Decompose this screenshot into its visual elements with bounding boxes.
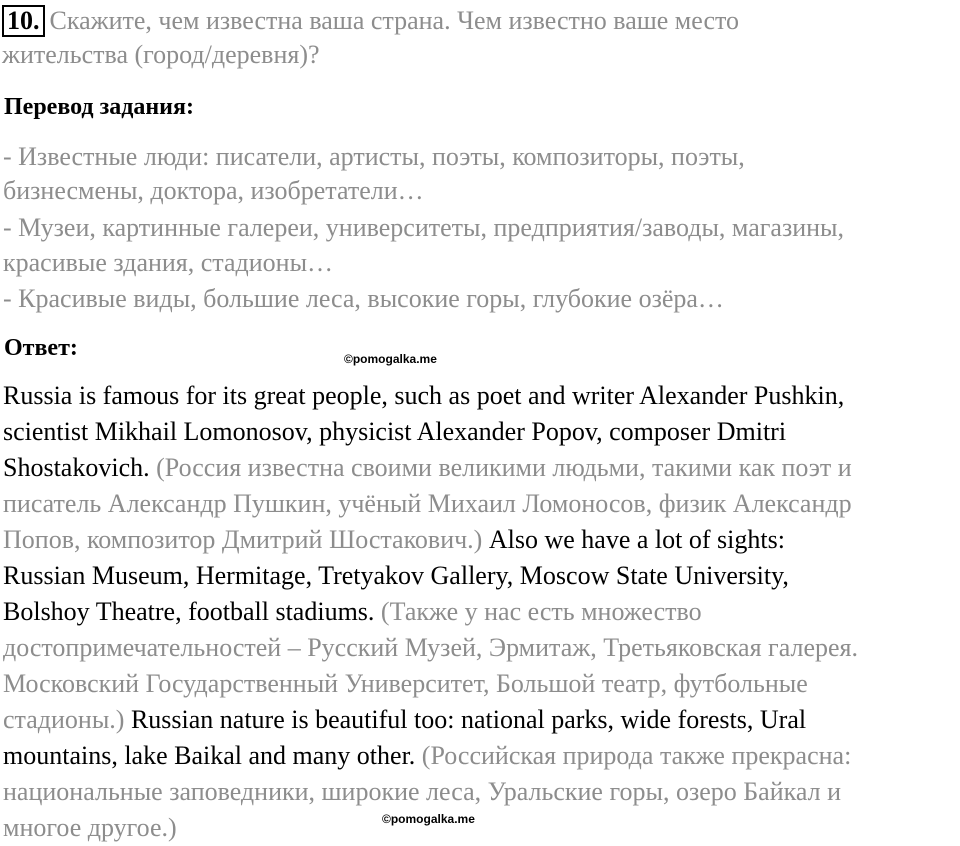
watermark-top: ©pomogalka.me — [344, 352, 437, 366]
answer-english: scientist Mikhail Lomonosov, physicist Alexander Popov, composer Dmitri — [3, 417, 787, 446]
answer-english: Also we have a lot of sights: — [488, 525, 785, 554]
translation-line: - Известные люди: писатели, артисты, поэты, композиторы, поэты, — [3, 142, 745, 171]
watermark-bottom: ©pomogalka.me — [382, 812, 475, 826]
answer-english: Shostakovich. — [3, 453, 157, 482]
answer-russian: Попов, композитор Дмитрий Шостакович.) — [3, 525, 489, 554]
task-text-2: жительства (город/деревня)? — [2, 40, 320, 69]
answer-row — [3, 558, 955, 594]
answer-russian: (Также у нас есть множество — [380, 597, 702, 626]
answer-row — [3, 594, 955, 630]
translation-heading: Перевод задания: — [4, 94, 194, 120]
answer-row — [3, 522, 955, 558]
answer-text — [3, 378, 955, 846]
answer-english: Russia is famous for its great people, such as poet and writer Alexander Pushkin, — [3, 381, 845, 410]
answer-english: mountains, lake Baikal and many other. — [3, 741, 422, 770]
task-number: 10. — [2, 5, 45, 37]
answer-row — [3, 378, 955, 414]
answer-row — [3, 666, 955, 702]
answer-row — [3, 486, 955, 522]
task-text-1: Скажите, чем известна ваша страна. Чем известно ваше место — [49, 6, 740, 35]
answer-row — [3, 738, 955, 774]
answer-row — [3, 630, 955, 666]
answer-russian: (Россия известна своими великими людьми, такими как поэт и — [156, 453, 852, 482]
answer-row — [3, 810, 955, 846]
answer-russian: многое другое.) — [3, 813, 177, 842]
answer-russian: Московский Государственный Университет, Большой театр, футбольные — [3, 669, 808, 698]
answer-row — [3, 414, 955, 450]
translation-line: - Красивые виды, большие леса, высокие горы, глубокие озёра… — [3, 284, 724, 313]
translation-line: бизнесмены, доктора, изобретатели… — [3, 176, 424, 205]
answer-russian: достопримечательностей – Русский Музей, Эрмитаж, Третьяковская галерея. — [3, 633, 858, 662]
answer-russian: стадионы.) — [3, 705, 131, 734]
task-line-2 — [2, 38, 320, 72]
answer-english: Bolshoy Theatre, football stadiums. — [3, 597, 381, 626]
answer-english: Russian nature is beautiful too: national parks, wide forests, Ural — [130, 705, 807, 734]
answer-russian: национальные заповедники, широкие леса, Уральские горы, озеро Байкал и — [3, 777, 842, 806]
answer-row — [3, 702, 955, 738]
answer-row — [3, 774, 955, 810]
answer-english: Russian Museum, Hermitage, Tretyakov Gallery, Moscow State University, — [3, 561, 789, 590]
answer-russian: писатель Александр Пушкин, учёный Михаил Ломоносов, физик Александр — [3, 489, 852, 518]
translation-line: - Музеи, картинные галереи, университеты, предприятия/заводы, магазины, — [3, 213, 845, 242]
task-line-1 — [2, 4, 739, 38]
answer-heading: Ответ: — [4, 335, 78, 361]
answer-russian: (Российская природа также прекрасна: — [421, 741, 852, 770]
answer-row — [3, 450, 955, 486]
translation-line: красивые здания, стадионы… — [3, 248, 334, 277]
